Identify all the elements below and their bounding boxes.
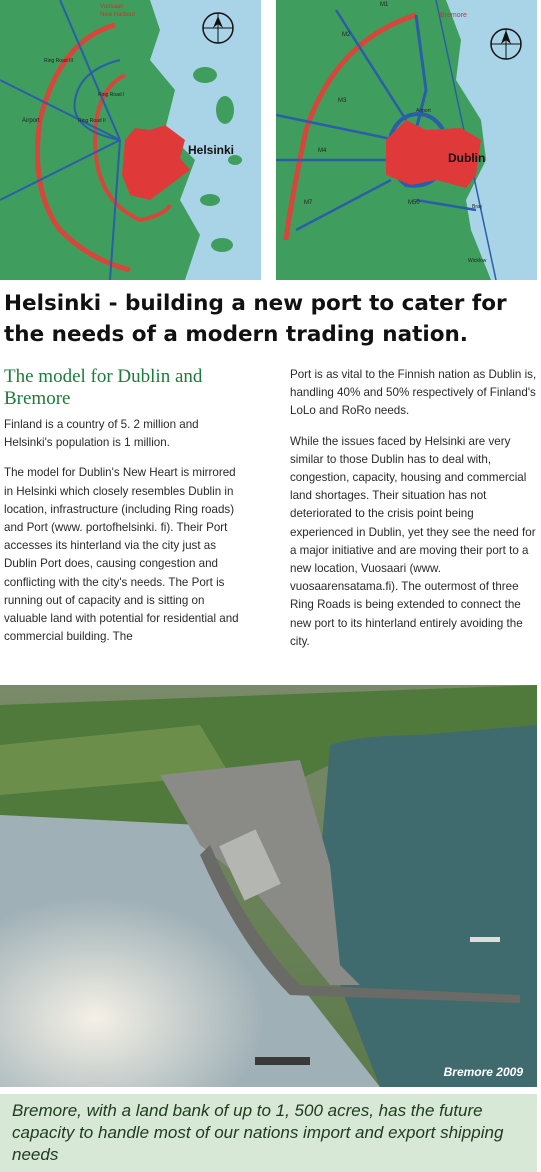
bray-label: Bray: [472, 204, 483, 210]
aerial-photo: [0, 685, 537, 1087]
bremore-label: Bremore: [440, 12, 467, 19]
airport-label: Airport: [416, 108, 431, 114]
left-column: [4, 366, 247, 658]
right-column: [290, 366, 538, 663]
helsinki-map: [0, 0, 261, 280]
paragraph: Port is as vital to the Finnish nation as Dublin is, handling 40% and 50% respectively of Finland's LoLo and RoRo needs.: [290, 368, 537, 418]
dublin-city-label: Dublin: [448, 151, 486, 165]
ring-road-3-label: Ring Road III: [44, 58, 74, 64]
callout-box: Bremore, with a land bank of up to 1, 500 acres, has the future capacity to handle most of our nations import and export shipping needs: [0, 1094, 537, 1172]
paragraph: The model for Dublin's New Heart is mirrored in Helsinki which closely resembles Dublin in location, infrastructure (including Ring roads) and Port (www. portofhelsinki. fi). Their Port accesses its hinterland via the city just as Dublin Port does, causing congestion and conflicting with the city's needs. The Port is running out of capacity and is sitting on valuable land with potential for residential and commercial building. The: [4, 466, 239, 644]
m7-label: M7: [304, 200, 313, 206]
new-harbour-label: New Harbour: [100, 12, 136, 18]
m1-label: M1: [380, 2, 389, 8]
paragraph: Finland is a country of 5. 2 million and Helsinki's population is 1 million.: [4, 418, 199, 450]
m3-label: M3: [338, 98, 347, 104]
page-headline: Helsinki - building a new port to cater for the needs of a modern trading nation.: [4, 291, 507, 347]
wicklow-label: Wicklow: [468, 258, 487, 264]
m50-label: M50: [408, 200, 420, 206]
ring-road-2-label: Ring Road II: [78, 118, 106, 124]
helsinki-city-label: Helsinki: [188, 143, 235, 157]
vuosaari-label: Vuosaari: [100, 4, 124, 10]
dublin-map: [276, 0, 537, 280]
photo-caption: Bremore 2009: [443, 1065, 523, 1079]
section-subheading: The model for Dublin and Bremore: [4, 366, 203, 409]
m4-label: M4: [318, 148, 327, 154]
m2-label: M2: [342, 32, 351, 38]
paragraph: While the issues faced by Helsinki are very similar to those Dublin has to deal with, congestion, capacity, housing and commercial land shortages. Their situation has not deteriorated to the crisis point being experienced in Dublin, yet they see the need for a major initiative and are moving their port to a new location, Vuosaari (www. vuosaarensatama.fi). The outermost of three Ring Roads is being extended to connect the new port to its hinterland entirely avoiding the city.: [290, 434, 536, 648]
ring-road-1-label: Ring Road I: [98, 92, 125, 98]
airport-label: Airport: [22, 118, 40, 124]
